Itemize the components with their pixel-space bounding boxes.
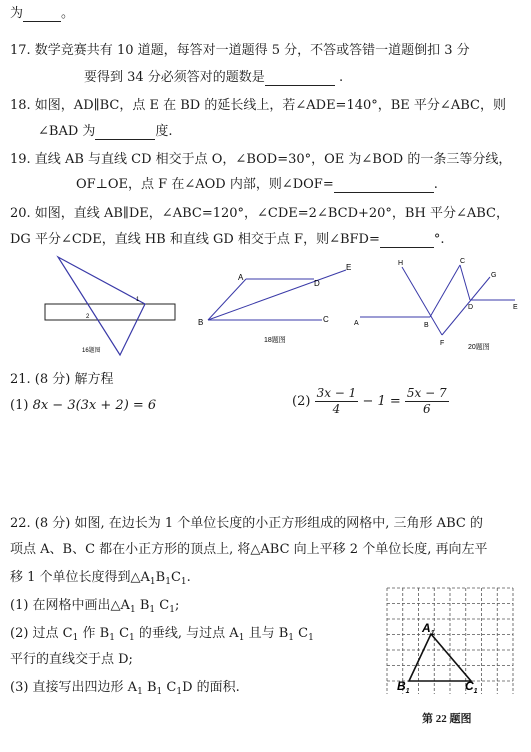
- q22-sub1-sub-c: 1: [169, 605, 175, 615]
- q20-text: DG 平分∠CDE，直线 HB 和直线 GD 相交于点 F，则∠BFD=: [10, 232, 380, 247]
- q21-part2-fraction-left: [315, 386, 359, 417]
- q22-sub3-sub-c: 1: [176, 687, 183, 697]
- q22-line3: [10, 570, 191, 590]
- fig18-label-C: C: [323, 315, 329, 324]
- fig18-line-BE: [208, 270, 346, 320]
- q19-line1: 19. 直线 AB 与直线 CD 相交于点 O，∠BOD=30°，OE 为∠BOD 的一条三等分线，: [10, 152, 512, 167]
- fig16-triangle: [58, 257, 145, 355]
- fig16-ruler-strip: [45, 304, 175, 320]
- q22-line3-text-c: C: [170, 570, 181, 585]
- q22-line3-sub-b: 1: [165, 577, 171, 587]
- fig18-caption: 18题图: [264, 337, 286, 344]
- q18-line2: [38, 124, 173, 140]
- q21-part2-fraction-right: [405, 386, 449, 417]
- q22-sub3: [10, 680, 240, 700]
- fig18-label-A: A: [238, 273, 244, 282]
- q19-text: OF⊥OE，点 F 在∠AOD 内部，则∠DOF=: [76, 177, 334, 192]
- q22-sub1-sub-b: 1: [149, 605, 156, 615]
- q18-answer-blank[interactable]: [95, 127, 155, 140]
- q21-part2-denominator-right: 6: [422, 402, 431, 416]
- q16-answer-blank[interactable]: [23, 9, 61, 22]
- q22-sub2-line2: 平行的直线交于点 D;: [10, 652, 133, 667]
- fig16-label-1: 1: [136, 297, 140, 303]
- q22-sub2-sub-d: 1: [238, 633, 245, 643]
- q21-part2-label: (2): [292, 394, 311, 409]
- q22-line3-sub-a: 1: [149, 577, 156, 587]
- q22-sub1-text-a: (1) 在网格中画出△A: [10, 598, 130, 613]
- q16-tail: [10, 6, 74, 22]
- q20-end: °.: [433, 232, 445, 247]
- q18-line1: 18. 如图，AD∥BC，点 E 在 BD 的延长线上，若∠ADE=140°，BE 平分∠ABC，则: [10, 98, 506, 113]
- q22-sub2-text-f: C: [298, 626, 309, 641]
- q22-sub2-sub-e: 1: [288, 633, 294, 643]
- q21-part1-equation: 8x − 3(3x + 2) = 6: [32, 398, 157, 413]
- fig20-label-E: E: [513, 304, 518, 311]
- q22-sub2-sub-a: 1: [72, 633, 79, 643]
- q22-line3-sub-c: 1: [180, 577, 187, 587]
- q22-sub1-sub-a: 1: [129, 605, 136, 615]
- q19-answer-blank[interactable]: [334, 180, 434, 193]
- q17-text: 要得到 34 分必须答对的题数是: [84, 70, 265, 85]
- q18-end: 度.: [155, 124, 173, 139]
- q20-line2: [10, 232, 445, 248]
- q16-suffix: 。: [61, 6, 75, 21]
- q22-sub3-text-a: (3) 直接写出四边形 A: [10, 680, 138, 695]
- q19-end: .: [433, 177, 438, 192]
- fig20-line-BC: [430, 265, 460, 317]
- q22-sub3-sub-b: 1: [156, 687, 163, 697]
- q22-sub2: [10, 626, 314, 646]
- q22-sub2-sub-b: 1: [109, 633, 115, 643]
- q22-sub2-sub-c: 1: [129, 633, 135, 643]
- q20-line1: 20. 如图，直线 AB∥DE，∠ABC=120°，∠CDE=2∠BCD+20°，BH 平分∠ABC，: [10, 206, 509, 221]
- q22-sub2-text-b: 作 B: [82, 626, 110, 641]
- q22-sub1-text-d: ;: [174, 598, 180, 613]
- q16-prefix: 为: [10, 6, 24, 21]
- q20-answer-blank[interactable]: [380, 235, 434, 248]
- q22-sub1: [10, 598, 179, 618]
- q22-sub1-text-b: B: [139, 598, 150, 613]
- fig22-label-B: $B_1$: [397, 679, 410, 695]
- q21-part2: [292, 386, 449, 417]
- q22-sub1-text-c: C: [159, 598, 170, 613]
- fig16-caption: 16题图: [82, 348, 101, 354]
- q21-part1: [10, 398, 156, 414]
- q22-line3-text-a: 移 1 个单位长度得到△A: [10, 570, 150, 585]
- q17-line1: 17. 数学竞赛共有 10 道题，每答对一道题得 5 分，不答或答错一道题倒扣 3 分: [10, 43, 470, 58]
- q22-sub2-text-c: C: [119, 626, 130, 641]
- q17-end: .: [338, 70, 344, 85]
- fig20-label-D: D: [468, 304, 474, 311]
- fig20-label-B: B: [424, 322, 429, 329]
- figure-16: [40, 252, 180, 362]
- q22-sub2-text-e: 且与 B: [248, 626, 289, 641]
- q22-line1: 22. (8 分) 如图, 在边长为 1 个单位长度的小正方形组成的网格中, 三角形 ABC 的: [10, 516, 483, 531]
- q22-sub3-text-c: C: [166, 680, 177, 695]
- q22-line3-text-b: B: [155, 570, 166, 585]
- grid-lines: [387, 588, 513, 694]
- fig20-line-CD: [460, 265, 470, 300]
- fig18-line-BA: [208, 279, 246, 320]
- q22-sub2-text-d: 的垂线, 与过点 A: [138, 626, 239, 641]
- q22-sub3-sub-a: 1: [137, 687, 143, 697]
- q21-part2-middle: − 1 =: [362, 394, 401, 409]
- fig20-label-G: G: [491, 272, 497, 279]
- fig20-line-HF: [402, 267, 442, 335]
- figure-18: [196, 262, 366, 352]
- fig18-label-E: E: [346, 263, 352, 272]
- fig20-label-C: C: [460, 258, 466, 265]
- q17-line2: [84, 70, 343, 86]
- fig22-caption: 第 22 题图: [422, 713, 472, 725]
- q22-sub3-text-d: D 的面积.: [182, 680, 240, 695]
- fig20-label-F: F: [440, 340, 445, 347]
- q21-part2-numerator-right: 5x − 7: [406, 386, 447, 400]
- figure-20: [350, 255, 525, 355]
- q18-text: ∠BAD 为: [38, 124, 96, 139]
- fig22-label-C: $C_1$: [465, 679, 478, 695]
- q22-line2: 项点 A、B、C 都在小正方形的顶点上, 将△ABC 向上平移 2 个单位长度, 再向左平: [10, 542, 488, 557]
- q19-line2: [76, 177, 438, 193]
- q21-part2-numerator-left: 3x − 1: [316, 386, 357, 400]
- figure-22-grid[interactable]: [385, 586, 515, 696]
- fig18-label-B: B: [198, 318, 204, 327]
- fig20-label-A: A: [354, 320, 359, 327]
- q21-title: 21. (8 分) 解方程: [10, 372, 114, 387]
- q21-part1-label: (1): [10, 398, 29, 413]
- q22-sub2-text-a: (2) 过点 C: [10, 626, 73, 641]
- fig20-label-H: H: [398, 260, 404, 267]
- fig18-label-D: D: [314, 279, 320, 288]
- fig20-caption: 20题图: [468, 344, 490, 351]
- q17-answer-blank[interactable]: [265, 73, 335, 86]
- q21-part2-denominator-left: 4: [332, 402, 341, 416]
- fig16-label-2: 2: [86, 314, 90, 320]
- q22-sub3-text-b: B: [146, 680, 157, 695]
- q22-line3-text-d: .: [186, 570, 191, 585]
- q22-sub2-sub-f: 1: [308, 633, 314, 643]
- fig22-label-A: $A_1$: [422, 621, 435, 637]
